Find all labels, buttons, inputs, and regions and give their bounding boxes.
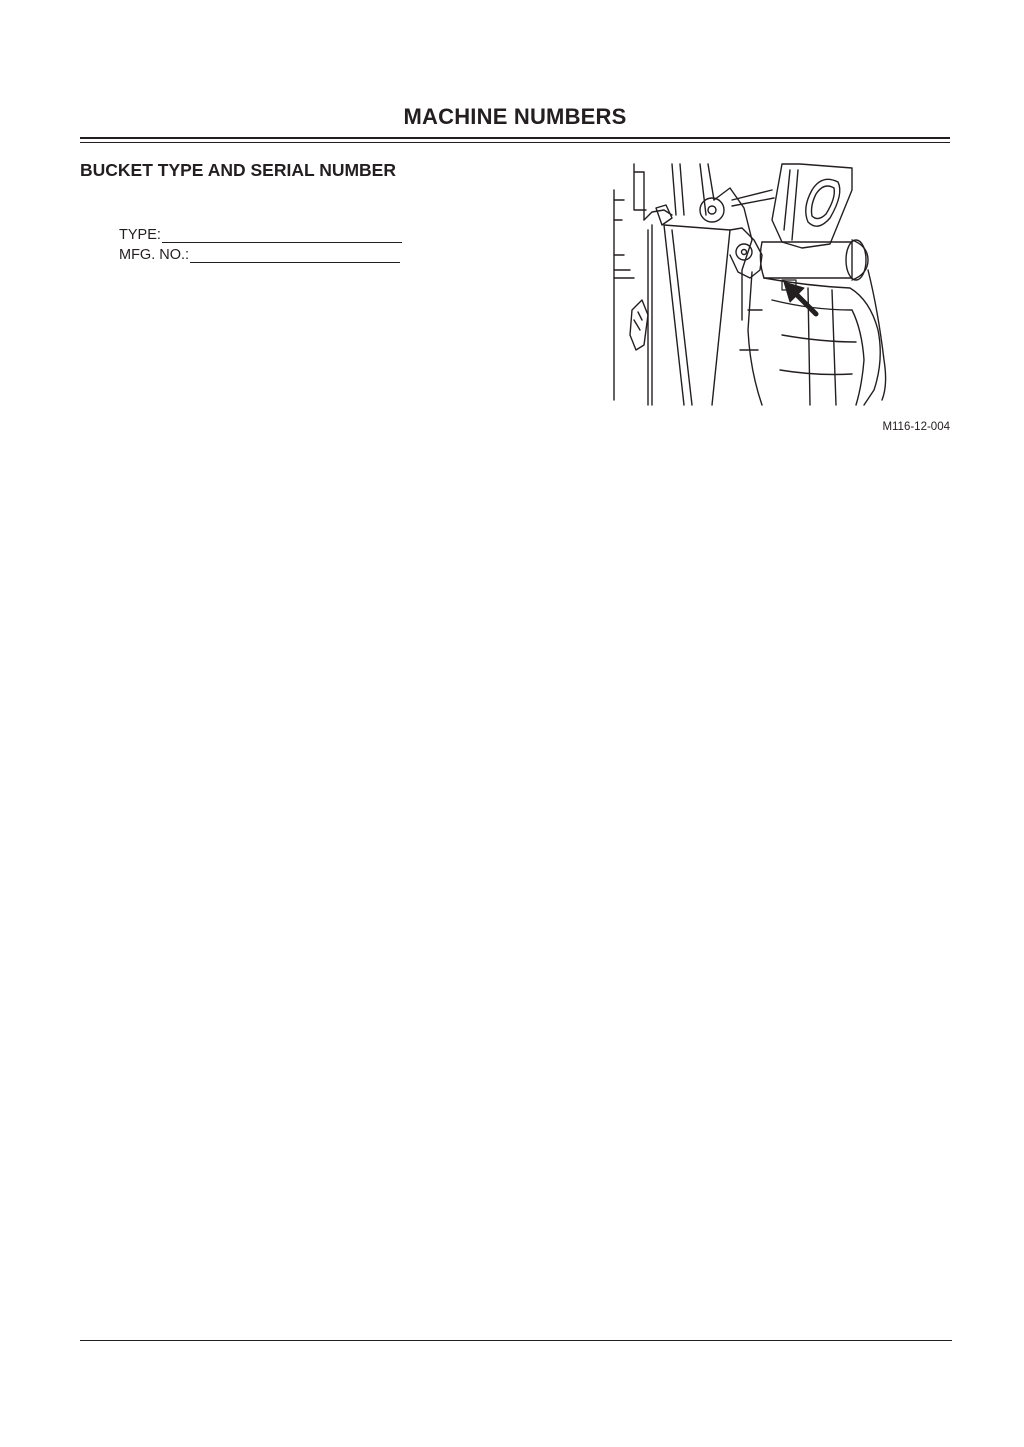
header-rule-thick: [80, 137, 950, 139]
bucket-illustration: [612, 160, 892, 410]
mfg-no-label: MFG. NO.:: [119, 247, 190, 263]
footer-rule: [80, 1340, 952, 1341]
section-title: BUCKET TYPE AND SERIAL NUMBER: [80, 160, 396, 180]
mfg-no-blank-line: [190, 248, 400, 263]
type-label: TYPE:: [119, 227, 161, 243]
arrow-pointer-icon: [784, 282, 816, 314]
header-rule-thin: [80, 142, 950, 143]
page-title: MACHINE NUMBERS: [403, 104, 627, 129]
type-field: [119, 223, 402, 243]
mfg-no-field: [119, 243, 400, 263]
type-blank-line: [162, 228, 402, 243]
figure-caption: M116-12-004: [882, 421, 950, 433]
